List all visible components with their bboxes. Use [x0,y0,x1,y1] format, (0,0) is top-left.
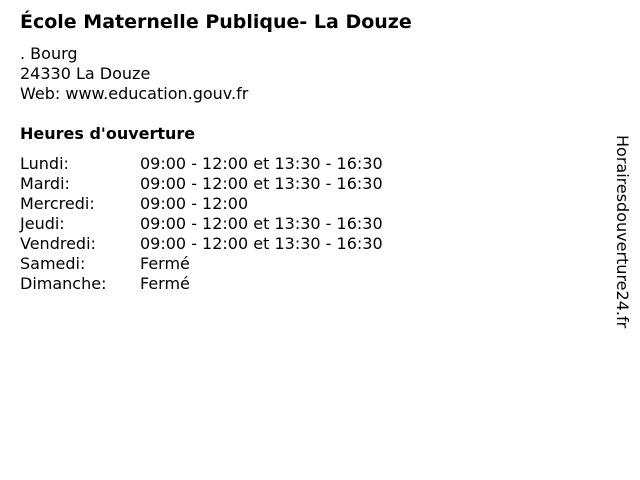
hours-heading: Heures d'ouverture [20,124,196,143]
website-text: Web: www.education.gouv.fr [20,84,249,103]
day-label: Mercredi: [20,194,95,213]
address-street: . Bourg [20,44,78,63]
day-label: Dimanche: [20,274,107,293]
day-label: Lundi: [20,154,69,173]
time-value: 09:00 - 12:00 [140,194,249,213]
time-value: 09:00 - 12:00 et 13:30 - 16:30 [140,174,383,193]
brand-watermark [612,135,632,375]
time-value: Fermé [140,274,190,293]
time-value: Fermé [140,254,190,273]
day-label: Jeudi: [20,214,65,233]
time-value: 09:00 - 12:00 et 13:30 - 16:30 [140,214,383,233]
time-value: 09:00 - 12:00 et 13:30 - 16:30 [140,234,383,253]
address-block [20,44,248,104]
day-label: Mardi: [20,174,70,193]
page-title: École Maternelle Publique- La Douze [20,11,412,33]
day-label: Vendredi: [20,234,96,253]
brand-text: Horairesdouverture24.fr [613,135,632,329]
day-label: Samedi: [20,254,86,273]
time-value: 09:00 - 12:00 et 13:30 - 16:30 [140,154,383,173]
address-city: 24330 La Douze [20,64,151,83]
